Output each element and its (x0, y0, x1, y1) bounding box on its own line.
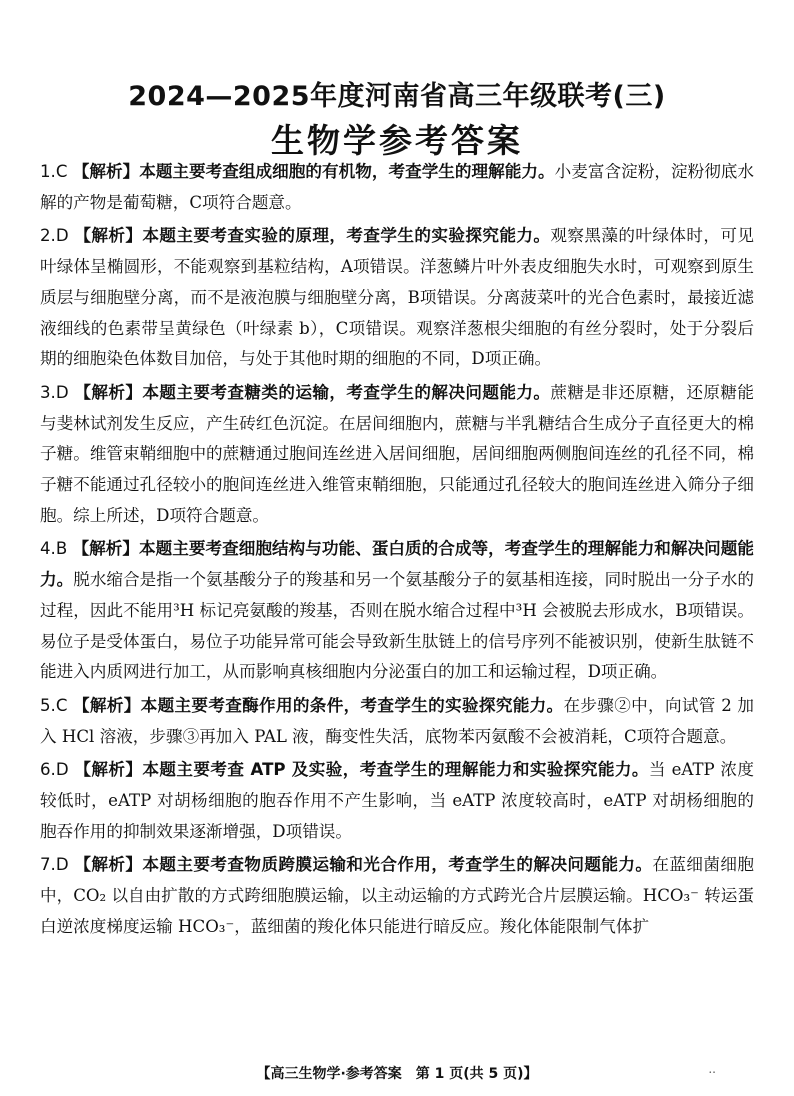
answer-number: 4.B (40, 539, 68, 559)
analysis-lead: 本题主要考查实验的原理，考查学生的实验探究能力。 (142, 226, 551, 246)
analysis-lead: 本题主要考查酶作用的条件，考查学生的实验探究能力。 (140, 695, 564, 715)
analysis-text: 小麦富含淀粉，淀粉彻底水解的产物是葡萄糖，C项符合题意。 (40, 162, 755, 212)
answer-number: 7.D (40, 855, 69, 875)
answer-number: 3.D (40, 382, 69, 402)
analysis-text: 脱水缩合是指一个氨基酸分子的羧基和另一个氨基酸分子的氨基相连接，同时脱出一分子水的过程，因此不能用³H 标记亮氨酸的羧基，否则在脱水缩合过程中³H 会被脱去形成水，B项错误。易位子是受体蛋白，易位子功能异常可能会导致新生肽链上的信号序列不能被识别，使新生肽链不能进入内质网进行加工，从而影响真核细胞内分泌蛋白的加工和运输过程，D项正确。 (40, 570, 755, 682)
analysis-tag: 【解析】 (72, 539, 140, 559)
analysis-text: 当 eATP 浓度较低时，eATP 对胡杨细胞的胞吞作用不产生影响，当 eATP 浓度较高时，eATP 对胡杨细胞的胞吞作用的抑制效果逐渐增强，D项错误。 (40, 760, 754, 841)
analysis-tag: 【解析】 (74, 226, 143, 246)
page-footer: 【高三生物学·参考答案 第 1 页(共 5 页)】 (256, 1066, 538, 1082)
answer-number: 5.C (40, 695, 68, 715)
answer-list (40, 157, 754, 946)
analysis-tag: 【解析】 (73, 695, 141, 715)
analysis-text: 观察黑藻的叶绿体时，可见叶绿体呈椭圆形，不能观察到基粒结构，A项错误。洋葱鳞片叶外表皮细胞失水时，可观察到原生质层与细胞壁分离，而不是液泡膜与细胞壁分离，B项错误。分离菠菜叶的光合色素时，最接近滤液细线的色素带呈黄绿色（叶绿素 b），C项错误。观察洋葱根尖细胞的有丝分裂时，处于分裂后期的细胞染色体数目加倍，与处于其他时期的细胞的不同，D项正确。 (40, 226, 755, 369)
document-title: 2024—2025年度河南省高三年级联考(三) (128, 81, 666, 112)
answer-item-1 (40, 157, 754, 218)
analysis-tag: 【解析】 (74, 382, 143, 402)
analysis-lead: 本题主要考查组成细胞的有机物，考查学生的理解能力。 (139, 162, 555, 181)
analysis-tag: 【解析】 (74, 855, 143, 875)
analysis-lead: 本题主要考查物质跨膜运输和光合作用，考查学生的解决问题能力。 (142, 855, 653, 875)
answer-item-6 (40, 755, 754, 847)
analysis-text: 在蓝细菌细胞中，CO₂ 以自由扩散的方式跨细胞膜运输，以主动运输的方式跨光合片层膜运输。HCO₃⁻ 转运蛋白逆浓度梯度运输 HCO₃⁻，蓝细菌的羧化体只能进行暗反应。羧化体能限制气体扩 (40, 855, 755, 936)
analysis-tag: 【解析】 (74, 760, 143, 780)
answer-number: 6.D (40, 760, 69, 780)
analysis-text: 蔗糖是非还原糖，还原糖能与斐林试剂发生反应，产生砖红色沉淀。在居间细胞内，蔗糖与半乳糖结合生成分子直径更大的棉子糖。维管束鞘细胞中的蔗糖通过胞间连丝进入居间细胞，居间细胞两侧胞间连丝的孔径不同，棉子糖不能通过孔径较小的胞间连丝进入维管束鞘细胞，只能通过孔径较大的胞间连丝进入筛分子细胞。综上所述，D项符合题意。 (40, 382, 755, 525)
answer-item-5 (40, 691, 754, 752)
analysis-text: 在步骤②中，向试管 2 加入 HCl 溶液，步骤③再加入 PAL 液，酶变性失活，底物苯丙氨酸不会被消耗，C项符合题意。 (40, 695, 755, 746)
answer-number: 2.D (40, 226, 69, 246)
answer-item-4 (40, 534, 754, 688)
answer-number: 1.C (40, 162, 68, 181)
analysis-tag: 【解析】 (72, 162, 140, 181)
document-subtitle: 生物学参考答案 (271, 121, 523, 160)
analysis-lead: 本题主要考查 ATP 及实验，考查学生的理解能力和实验探究能力。 (142, 760, 649, 780)
analysis-lead: 本题主要考查细胞结构与功能、蛋白质的合成等，考查学生的理解能力和解决问题能力。 (40, 539, 755, 590)
answer-item-2 (40, 221, 754, 375)
analysis-lead: 本题主要考查糖类的运输，考查学生的解决问题能力。 (142, 382, 551, 402)
answer-item-7 (40, 850, 754, 942)
footer-mark: .. (708, 1062, 716, 1076)
answer-item-3 (40, 378, 754, 532)
